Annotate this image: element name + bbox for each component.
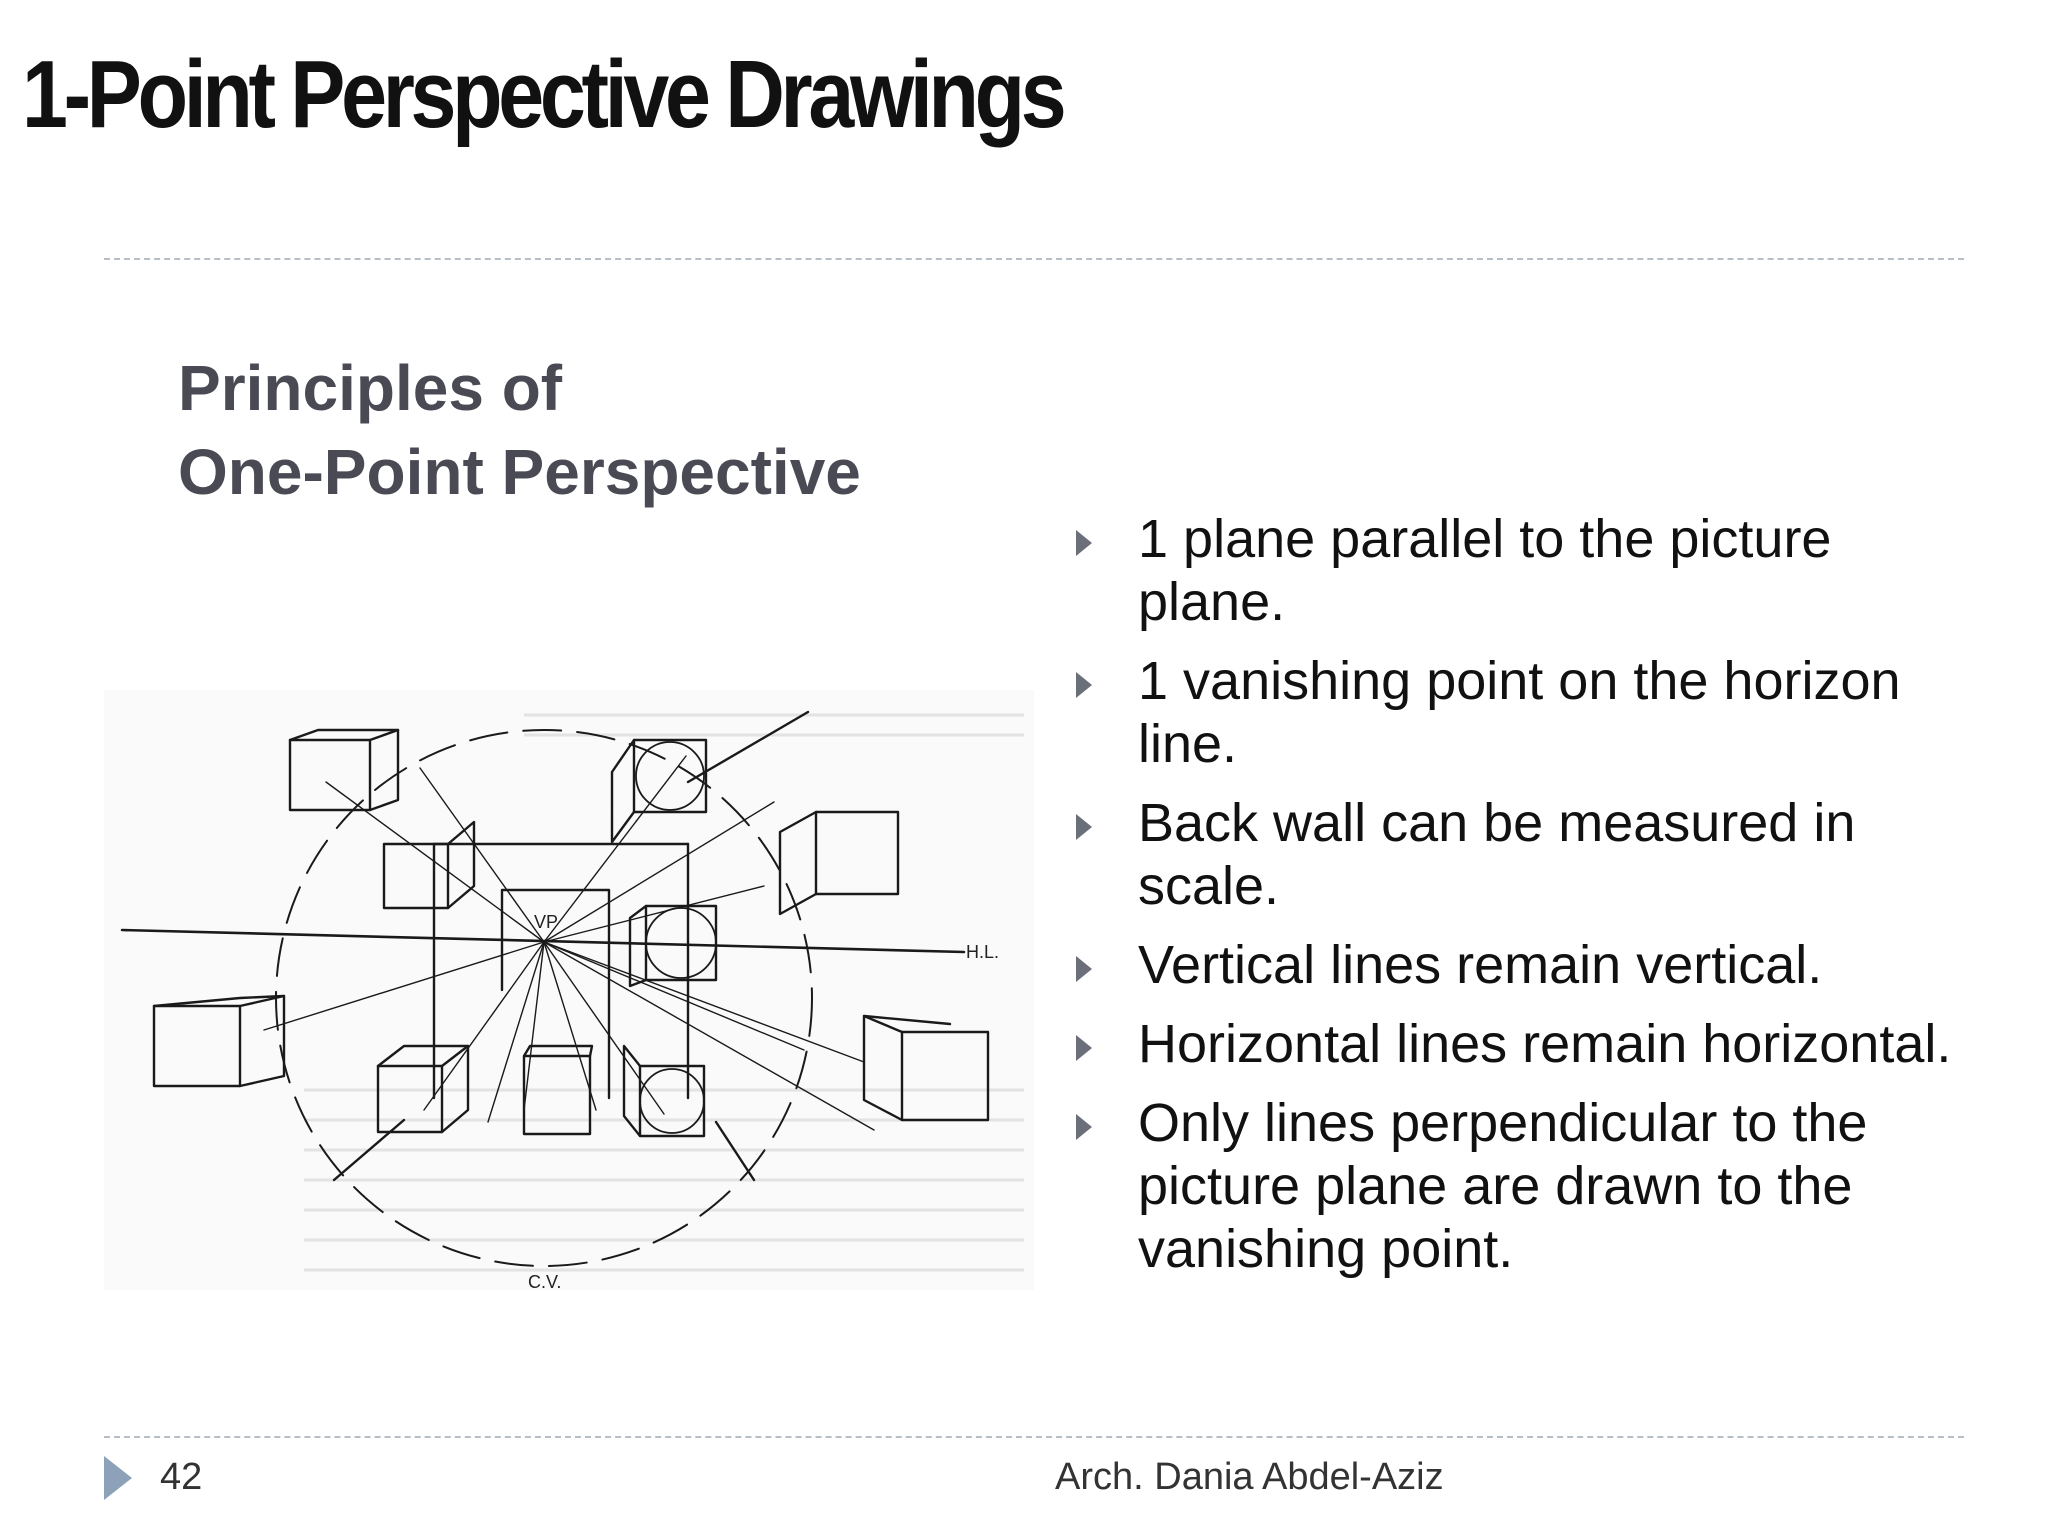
list-item <box>1070 934 1970 997</box>
triangle-right-icon <box>1076 530 1092 556</box>
bullet-text: Only lines perpendicular to the picture plane are drawn to the vanishing point. <box>1138 1093 1868 1279</box>
triangle-right-icon <box>1076 956 1092 982</box>
triangle-right-icon <box>1076 1114 1092 1140</box>
slide-subtitle <box>178 346 861 514</box>
bullet-text: 1 plane parallel to the picture plane. <box>1138 509 1832 632</box>
triangle-right-icon <box>1076 1035 1092 1061</box>
top-divider <box>104 258 1964 260</box>
bullet-text: Horizontal lines remain horizontal. <box>1138 1014 1952 1074</box>
center-of-vision-label: C.V. <box>528 1272 562 1290</box>
list-item <box>1070 1013 1970 1076</box>
horizon-line-label: H.L. <box>966 942 1000 962</box>
perspective-sketch <box>104 690 1034 1290</box>
bullet-text: Vertical lines remain vertical. <box>1138 935 1823 995</box>
bottom-divider <box>104 1436 1964 1438</box>
list-item <box>1070 650 1970 776</box>
footer-arrow-icon <box>104 1456 132 1500</box>
author-credit: Arch. Dania Abdel-Aziz <box>1055 1456 1444 1498</box>
bullet-text: Back wall can be measured in scale. <box>1138 793 1856 916</box>
triangle-right-icon <box>1076 672 1092 698</box>
vanishing-point-label: VP <box>534 912 559 932</box>
page-number: 42 <box>160 1456 203 1498</box>
principles-list <box>1070 508 1970 1297</box>
bullet-text: 1 vanishing point on the horizon line. <box>1138 651 1901 774</box>
list-item <box>1070 1092 1970 1281</box>
list-item <box>1070 508 1970 634</box>
subtitle-line: Principles of <box>178 352 563 424</box>
subtitle-line: One-Point Perspective <box>178 436 861 508</box>
triangle-right-icon <box>1076 814 1092 840</box>
slide-title: 1-Point Perspective Drawings <box>22 41 1063 148</box>
list-item <box>1070 792 1970 918</box>
